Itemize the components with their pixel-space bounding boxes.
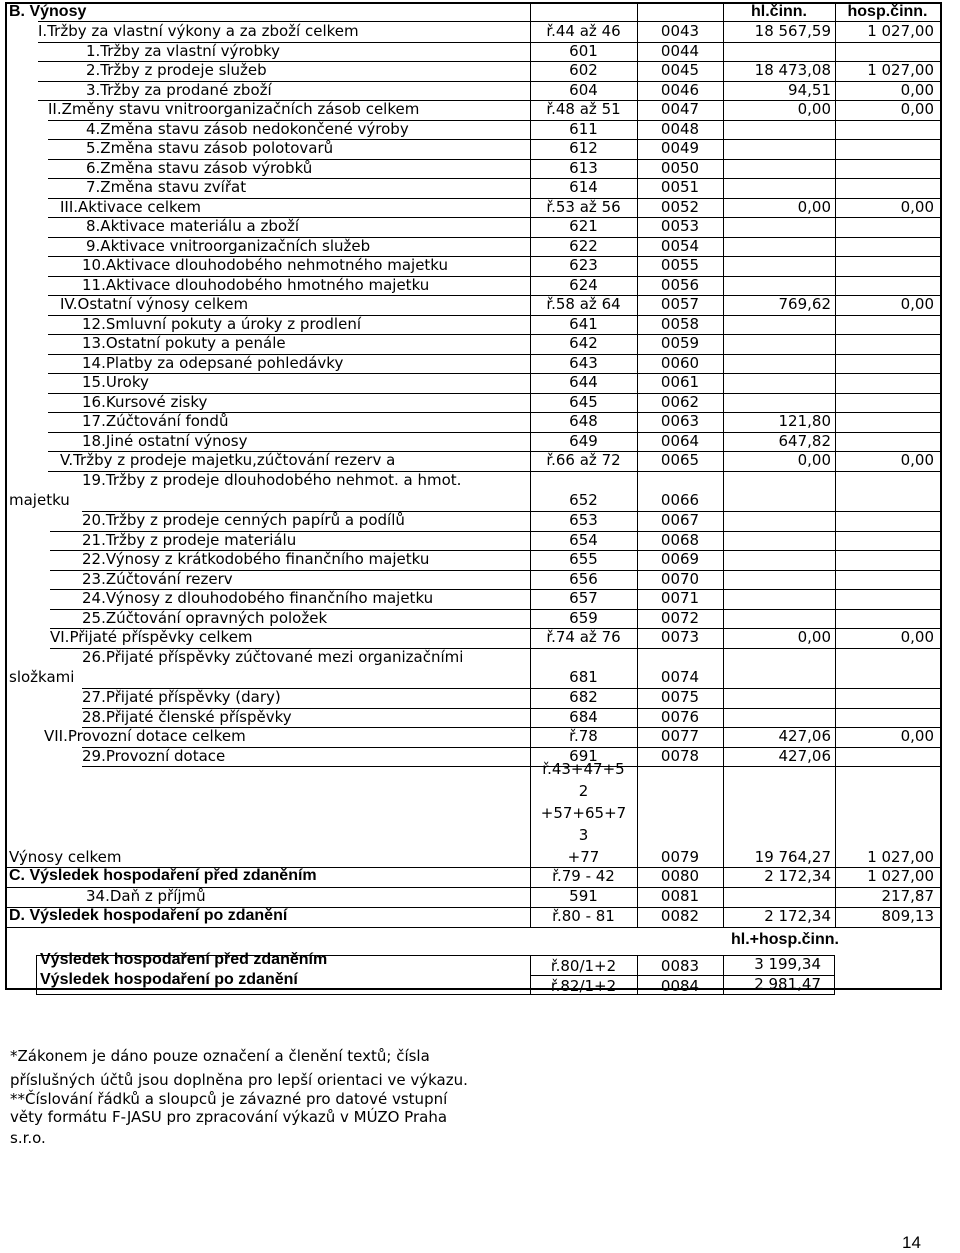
row-value-hl: 19 764,27 — [754, 848, 831, 866]
row-account-ref: 649 — [569, 432, 598, 450]
row-label: 21.Tržby z prodeje materiálu — [82, 531, 297, 549]
grid-hline — [48, 373, 940, 374]
row-code: 0054 — [660, 237, 700, 255]
row-account-ref: 623 — [569, 256, 598, 274]
row-code: 0051 — [660, 178, 700, 196]
row-label: 7.Změna stavu zvířat — [86, 178, 247, 196]
row-value-hosp: 0,00 — [900, 628, 934, 646]
row-value-hosp: 0,00 — [900, 198, 934, 216]
row-code: 0071 — [660, 589, 700, 607]
row-label: 15.Uroky — [82, 373, 149, 391]
row-account-ref: ř.78 — [569, 727, 598, 745]
row-label: 12.Smluvní pokuty a úroky z prodlení — [82, 315, 361, 333]
row-value-hosp: 0,00 — [900, 295, 934, 313]
row-label: VII.Provozní dotace celkem — [44, 727, 246, 745]
row-account-ref: ř.66 až 72 — [546, 451, 621, 469]
total-ref-line: 2 — [578, 782, 589, 800]
row-account-ref: 614 — [569, 178, 598, 196]
row-code: 0063 — [660, 412, 700, 430]
row-label: 16.Kursové zisky — [82, 393, 208, 411]
row-value-hl: 427,06 — [778, 747, 831, 765]
row-account-ref: ř.79 - 42 — [552, 867, 615, 885]
combined-row-code: 0084 — [660, 977, 700, 995]
row-code: 0078 — [660, 747, 700, 765]
row-account-ref: 611 — [569, 120, 598, 138]
row-account-ref: 655 — [569, 550, 598, 568]
row-account-ref: 621 — [569, 217, 598, 235]
row-value-hosp: 0,00 — [900, 81, 934, 99]
row-value-hosp: 0,00 — [900, 727, 934, 745]
row-label: II.Změny stavu vnitroorganizačních zásob celkem — [48, 100, 420, 118]
row-account-ref: 641 — [569, 315, 598, 333]
total-ref-line: ř.43+47+5 — [542, 760, 625, 778]
row-account-ref: 682 — [569, 688, 598, 706]
row-account-ref: 613 — [569, 159, 598, 177]
total-label: Výnosy celkem — [9, 848, 122, 866]
row-code: 0067 — [660, 511, 700, 529]
row-code: 0047 — [660, 100, 700, 118]
row-code: 0074 — [660, 668, 700, 686]
row-code: 0080 — [660, 867, 700, 885]
row-value-hl: 769,62 — [778, 295, 831, 313]
footnote-line-2: příslušných účtů jsou doplněna pro lepší orientaci ve výkazu. — [10, 1071, 468, 1089]
row-code: 0043 — [660, 22, 700, 40]
tax-label: 34.Daň z příjmů — [86, 887, 206, 905]
combined-row-value: 2 981,47 — [754, 975, 821, 993]
row-account-ref: 644 — [569, 373, 598, 391]
row-value-hl: 0,00 — [797, 628, 831, 646]
row-label: 19.Tržby z prodeje dlouhodobého nehmot. a hmot. — [82, 471, 462, 489]
row-code: 0046 — [660, 81, 700, 99]
row-code: 0082 — [660, 907, 700, 925]
footnote-line-1: *Zákonem je dáno pouze označení a členění textů; čísla — [10, 1047, 430, 1065]
combined-row-value: 3 199,34 — [754, 955, 821, 973]
footnote-line-4: věty formátu F-JASU pro zpracování výkazů v MÚZO Praha — [10, 1108, 448, 1126]
row-code: 0060 — [660, 354, 700, 372]
row-label: 20.Tržby z prodeje cenných papírů a podílů — [82, 511, 405, 529]
row-code: 0052 — [660, 198, 700, 216]
row-account-ref: ř.58 až 64 — [546, 295, 621, 313]
row-label: 9.Aktivace vnitroorganizačních služeb — [86, 237, 371, 255]
row-value-hosp: 217,87 — [881, 887, 934, 905]
result-before-tax-label: C. Výsledek hospodaření před zdaněním — [9, 867, 317, 884]
row-value-hl: 0,00 — [797, 198, 831, 216]
row-value-hl: 94,51 — [788, 81, 831, 99]
row-value-hosp: 0,00 — [900, 100, 934, 118]
row-account-ref: 681 — [569, 668, 598, 686]
section-title: B. Výnosy — [9, 3, 87, 20]
row-account-ref: 602 — [569, 61, 598, 79]
row-account-ref: 601 — [569, 42, 598, 60]
row-account-ref: ř.80 - 81 — [552, 907, 615, 925]
row-code: 0069 — [660, 550, 700, 568]
footnote-line-3: **Číslování řádků a sloupců je závazné pro datové vstupní — [10, 1090, 448, 1108]
row-account-ref: 656 — [569, 570, 598, 588]
row-label: 25.Zúčtování opravných položek — [82, 609, 328, 627]
row-code: 0058 — [660, 315, 700, 333]
column-header-hl: hl.činn. — [751, 3, 807, 20]
row-code: 0079 — [660, 848, 700, 866]
row-code: 0065 — [660, 451, 700, 469]
row-account-ref: ř.48 až 51 — [546, 100, 621, 118]
row-account-ref: 659 — [569, 609, 598, 627]
row-value-hosp: 1 027,00 — [867, 848, 934, 866]
row-label: 3.Tržby za prodané zboží — [86, 81, 272, 99]
combined-row-label: Výsledek hospodaření před zdaněním — [40, 951, 328, 968]
row-value-hosp: 1 027,00 — [867, 61, 934, 79]
combined-row-code: 0083 — [660, 957, 700, 975]
row-label: 14.Platby za odepsané pohledávky — [82, 354, 344, 372]
row-code: 0055 — [660, 256, 700, 274]
row-value-hl: 0,00 — [797, 100, 831, 118]
row-label: 24.Výnosy z dlouhodobého finančního majetku — [82, 589, 434, 607]
row-value-hl: 18 567,59 — [754, 22, 831, 40]
row-value-hl: 2 172,34 — [764, 867, 831, 885]
row-account-ref: 648 — [569, 412, 598, 430]
row-label: 13.Ostatní pokuty a penále — [82, 334, 286, 352]
row-label: 18.Jiné ostatní výnosy — [82, 432, 248, 450]
page-number: 14 — [902, 1233, 921, 1252]
row-account-ref: ř.44 až 46 — [546, 22, 621, 40]
row-label: 10.Aktivace dlouhodobého nehmotného majetku — [82, 256, 449, 274]
row-account-ref: 643 — [569, 354, 598, 372]
row-label: 6.Změna stavu zásob výrobků — [86, 159, 313, 177]
row-value-hl: 2 172,34 — [764, 907, 831, 925]
row-account-ref: 612 — [569, 139, 598, 157]
row-label: 17.Zúčtování fondů — [82, 412, 229, 430]
row-value-hosp: 809,13 — [881, 907, 934, 925]
total-ref-line: +57+65+7 — [540, 804, 627, 822]
row-value-hosp: 0,00 — [900, 451, 934, 469]
row-account-ref: ř.53 až 56 — [546, 198, 621, 216]
row-account-ref: 653 — [569, 511, 598, 529]
row-label: V.Tržby z prodeje majetku,zúčtování rezerv a — [60, 451, 396, 469]
column-header-hosp: hosp.činn. — [847, 3, 928, 20]
row-label: 27.Přijaté příspěvky (dary) — [82, 688, 281, 706]
row-account-ref: 591 — [569, 887, 598, 905]
row-account-ref: 657 — [569, 589, 598, 607]
row-code: 0045 — [660, 61, 700, 79]
row-label: 5.Změna stavu zásob polotovarů — [86, 139, 334, 157]
result-after-tax-label: D. Výsledek hospodaření po zdanění — [9, 907, 288, 924]
row-account-ref: 604 — [569, 81, 598, 99]
row-label: 4.Změna stavu zásob nedokončené výroby — [86, 120, 409, 138]
row-value-hl: 427,06 — [778, 727, 831, 745]
row-account-ref: 684 — [569, 708, 598, 726]
row-value-hl: 647,82 — [778, 432, 831, 450]
row-label: III.Aktivace celkem — [60, 198, 201, 216]
row-value-hl: 18 473,08 — [754, 61, 831, 79]
row-label: 28.Přijaté členské příspěvky — [82, 708, 292, 726]
footnote-line-5: s.r.o. — [10, 1129, 46, 1147]
row-code: 0049 — [660, 139, 700, 157]
row-code: 0053 — [660, 217, 700, 235]
row-label: 11.Aktivace dlouhodobého hmotného majetku — [82, 276, 430, 294]
row-code: 0050 — [660, 159, 700, 177]
row-label: IV.Ostatní výnosy celkem — [60, 295, 249, 313]
row-code: 0044 — [660, 42, 700, 60]
row-code: 0077 — [660, 727, 700, 745]
row-label: 23.Zúčtování rezerv — [82, 570, 233, 588]
row-account-ref: 642 — [569, 334, 598, 352]
row-account-ref: 654 — [569, 531, 598, 549]
total-ref-line: 3 — [578, 826, 589, 844]
row-value-hosp: 1 027,00 — [867, 22, 934, 40]
row-label: VI.Přijaté příspěvky celkem — [50, 628, 253, 646]
row-code: 0057 — [660, 295, 700, 313]
row-label: 2.Tržby z prodeje služeb — [86, 61, 267, 79]
row-code: 0062 — [660, 393, 700, 411]
row-code: 0072 — [660, 609, 700, 627]
row-account-ref: 645 — [569, 393, 598, 411]
row-code: 0048 — [660, 120, 700, 138]
row-label-continued: složkami — [9, 668, 75, 686]
row-label: 1.Tržby za vlastní výrobky — [86, 42, 281, 60]
combined-column-header: hl.+hosp.činn. — [730, 931, 839, 948]
row-code: 0075 — [660, 688, 700, 706]
row-code: 0061 — [660, 373, 700, 391]
total-ref-line: +77 — [567, 848, 600, 866]
combined-row-ref: ř.80/1+2 — [550, 957, 617, 975]
row-code: 0066 — [660, 491, 700, 509]
combined-row-ref: ř.82/1+2 — [550, 977, 617, 995]
row-label-continued: majetku — [9, 491, 70, 509]
grid-hline — [82, 766, 940, 767]
grid-hline — [5, 927, 940, 928]
row-code: 0070 — [660, 570, 700, 588]
row-label: 26.Přijaté příspěvky zúčtované mezi organizačními — [82, 648, 464, 666]
row-account-ref: 652 — [569, 491, 598, 509]
row-code: 0059 — [660, 334, 700, 352]
row-label: 8.Aktivace materiálu a zboží — [86, 217, 300, 235]
row-label: 22.Výnosy z krátkodobého finančního majetku — [82, 550, 430, 568]
row-value-hl: 0,00 — [797, 451, 831, 469]
row-code: 0076 — [660, 708, 700, 726]
row-value-hosp: 1 027,00 — [867, 867, 934, 885]
row-account-ref: 624 — [569, 276, 598, 294]
row-code: 0064 — [660, 432, 700, 450]
row-account-ref: 622 — [569, 237, 598, 255]
row-label: 29.Provozní dotace — [82, 747, 226, 765]
combined-row-label: Výsledek hospodaření po zdanění — [40, 971, 298, 988]
row-value-hl: 121,80 — [778, 412, 831, 430]
row-code: 0068 — [660, 531, 700, 549]
row-code: 0073 — [660, 628, 700, 646]
row-code: 0081 — [660, 887, 700, 905]
row-code: 0056 — [660, 276, 700, 294]
row-label: I.Tržby za vlastní výkony a za zboží celkem — [38, 22, 359, 40]
row-account-ref: ř.74 až 76 — [546, 628, 621, 646]
row-account-ref: 691 — [569, 747, 598, 765]
